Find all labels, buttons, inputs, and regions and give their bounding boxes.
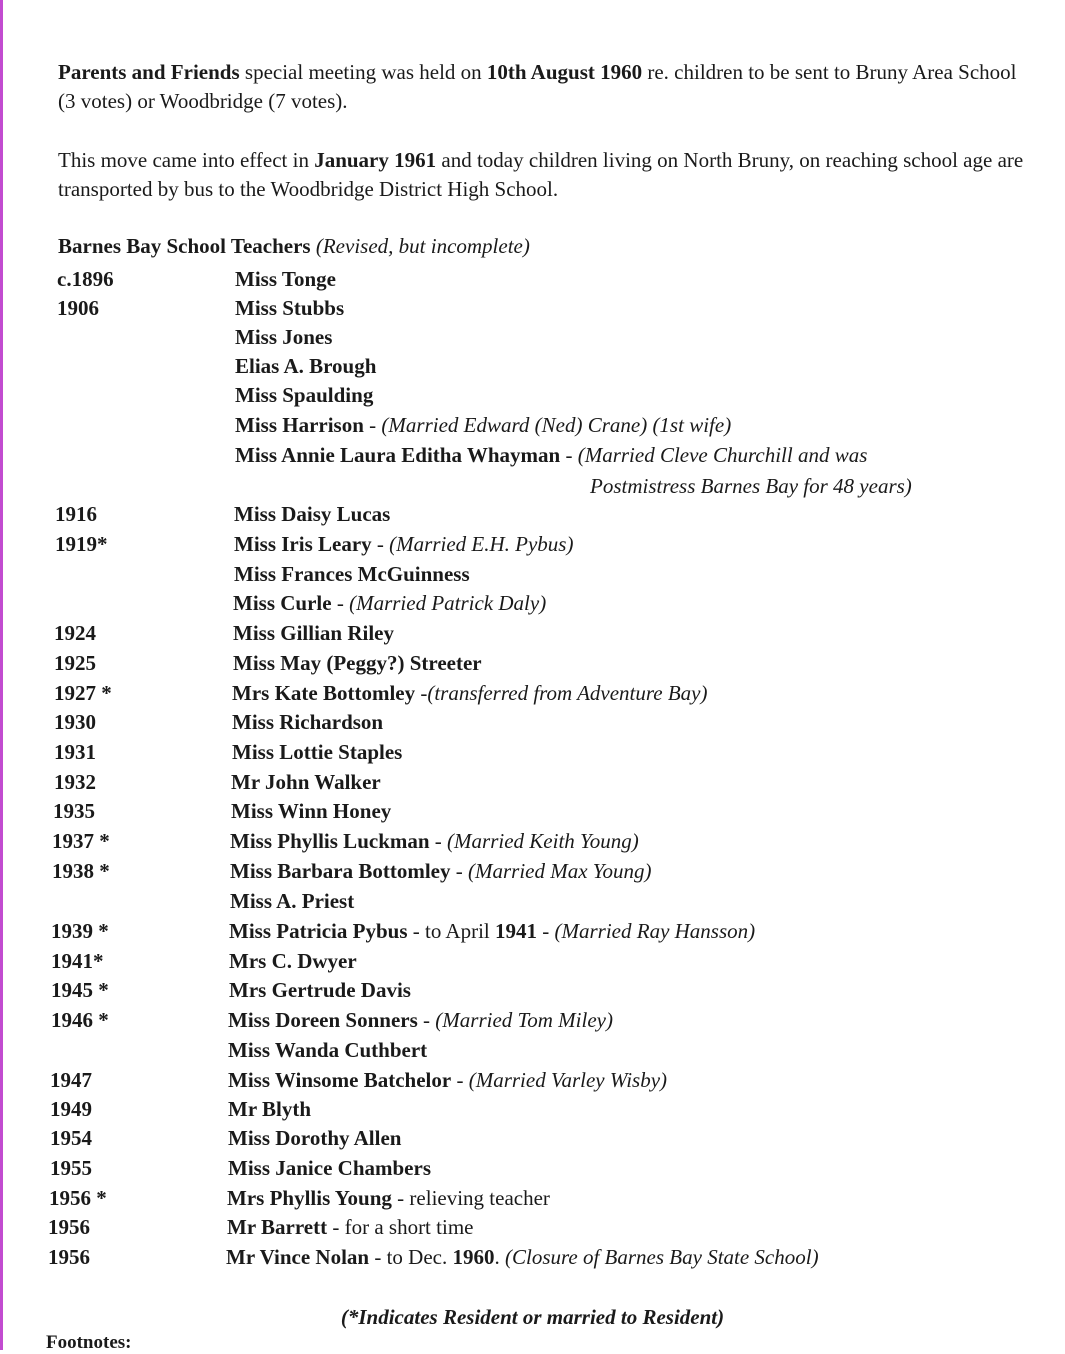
teacher-entry — [228, 1006, 613, 1035]
teacher-year: 1937 * — [52, 829, 110, 853]
teacher-entry — [235, 411, 731, 440]
teacher-name: Miss Janice Chambers — [228, 1156, 431, 1180]
teacher-year: 1956 — [48, 1245, 90, 1269]
teacher-entry — [234, 500, 390, 529]
intro-bold-parents: Parents and Friends — [58, 60, 240, 84]
teacher-entry — [228, 1036, 427, 1065]
teacher-separator: - — [371, 532, 390, 556]
teacher-name: Miss Dorothy Allen — [228, 1126, 402, 1150]
teacher-year: 1916 — [55, 502, 97, 526]
teacher-row — [0, 679, 1065, 708]
teacher-entry — [233, 649, 482, 678]
intro-text: This move came into effect in — [58, 148, 315, 172]
teacher-name: Miss Harrison — [235, 413, 364, 437]
teacher-entry — [235, 323, 332, 352]
teacher-entry — [228, 1124, 401, 1153]
teacher-name: Mr Blyth — [228, 1097, 312, 1121]
teacher-separator: - — [429, 829, 448, 853]
teacher-marriage-note: (Married Ray Hansson) — [554, 919, 756, 943]
teacher-name: Miss Curle — [233, 591, 332, 615]
teacher-separator: - — [331, 591, 350, 615]
teacher-row — [0, 1006, 1065, 1035]
teacher-row — [0, 827, 1065, 856]
teacher-row — [0, 1036, 1065, 1065]
teacher-name: Miss Tonge — [235, 267, 336, 291]
teacher-year: 1956 — [48, 1215, 90, 1239]
teacher-year: 1919* — [55, 532, 108, 556]
teacher-marriage-note: (Married Keith Young) — [447, 829, 639, 853]
teacher-name: Mrs Kate Bottomley — [232, 681, 416, 705]
teacher-name: Miss Spaulding — [235, 383, 374, 407]
teacher-row — [0, 768, 1065, 797]
teacher-year: 1947 — [50, 1068, 92, 1092]
teacher-year: 1935 — [53, 799, 95, 823]
teacher-marriage-note: (Closure of Barnes Bay State School) — [505, 1245, 819, 1269]
teacher-note-year: 1960 — [452, 1245, 495, 1269]
teacher-name: Miss Stubbs — [235, 296, 345, 320]
teacher-row — [0, 381, 1065, 410]
teacher-name: Miss Lottie Staples — [232, 740, 403, 764]
teacher-name: Miss Winn Honey — [231, 799, 392, 823]
teacher-name: Miss Wanda Cuthbert — [228, 1038, 428, 1062]
teacher-separator: - — [560, 443, 578, 467]
teacher-row — [0, 1095, 1065, 1124]
teacher-row — [0, 917, 1065, 946]
teacher-marriage-note: (Married Patrick Daly) — [349, 591, 547, 615]
teacher-name: Miss A. Priest — [230, 889, 355, 913]
teacher-marriage-note: (transferred from Adventure Bay) — [427, 681, 708, 705]
teacher-entry — [230, 857, 652, 886]
teacher-entry — [229, 976, 411, 1005]
teacher-name: Mrs C. Dwyer — [229, 949, 357, 973]
teacher-row — [0, 1184, 1065, 1213]
teacher-entry — [235, 294, 344, 323]
teacher-row — [0, 708, 1065, 737]
teacher-year: 1945 * — [51, 978, 109, 1002]
teacher-name: Miss Gillian Riley — [233, 621, 395, 645]
teachers-heading-title: Barnes Bay School Teachers — [58, 234, 311, 258]
teacher-name: Elias A. Brough — [235, 354, 377, 378]
teacher-note: - for a short time — [327, 1215, 474, 1239]
teacher-entry — [228, 1066, 667, 1095]
teacher-note-year: 1941 — [495, 919, 537, 943]
intro-bold-date: 10th August 1960 — [486, 60, 643, 84]
teacher-year: c.1896 — [57, 267, 114, 291]
teacher-marriage-note: (Married Cleve Churchill and was — [577, 443, 868, 467]
intro-text: and today children living on North Bruny, on reaching school age are transported by bus to the Woodbridge District High School. — [58, 148, 1024, 201]
resident-footnote: (*Indicates Resident or married to Resident) — [340, 1305, 725, 1329]
teacher-row — [0, 530, 1065, 559]
teacher-separator: - — [415, 681, 428, 705]
teacher-year: 1955 — [50, 1156, 92, 1180]
teacher-note: - relieving teacher — [391, 1186, 550, 1210]
teacher-row — [0, 352, 1065, 381]
teacher-year: 1924 — [54, 621, 96, 645]
teacher-name: Miss Phyllis Luckman — [230, 829, 430, 853]
teacher-name: Mr Vince Nolan — [226, 1245, 370, 1269]
teacher-row — [0, 500, 1065, 529]
teacher-marriage-note: (Married Tom Miley) — [435, 1008, 613, 1032]
teacher-name: Mr Barrett — [227, 1215, 328, 1239]
teacher-name: Miss Winsome Batchelor — [228, 1068, 452, 1092]
teacher-entry — [230, 827, 639, 856]
teacher-name: Miss Iris Leary — [234, 532, 372, 556]
teacher-name: Miss Richardson — [232, 710, 384, 734]
teacher-note: - to Dec. — [369, 1245, 453, 1269]
teacher-name: Miss Daisy Lucas — [234, 502, 391, 526]
teacher-entry — [235, 352, 376, 381]
teacher-row — [0, 1213, 1065, 1242]
teacher-entry — [234, 560, 470, 589]
teacher-row — [0, 294, 1065, 323]
teacher-name: Mrs Gertrude Davis — [229, 978, 411, 1002]
teacher-row — [0, 1124, 1065, 1153]
teacher-entry — [232, 679, 708, 708]
teacher-row — [0, 947, 1065, 976]
teacher-name: Miss Doreen Sonners — [228, 1008, 418, 1032]
teacher-name: Miss Frances McGuinness — [234, 562, 470, 586]
teacher-year: 1930 — [54, 710, 96, 734]
teacher-row — [0, 1243, 1065, 1272]
teacher-row — [0, 560, 1065, 589]
teachers-heading — [58, 234, 530, 259]
teacher-entry — [232, 708, 383, 737]
teacher-row — [0, 411, 1065, 440]
teacher-entry — [231, 797, 391, 826]
teacher-entry — [235, 381, 373, 410]
teacher-note: - to April — [407, 919, 495, 943]
teacher-row — [0, 797, 1065, 826]
teacher-year: 1931 — [54, 740, 96, 764]
teacher-name: Miss Patricia Pybus — [229, 919, 408, 943]
footnotes-label: Footnotes: — [46, 1332, 132, 1353]
teacher-separator: - — [537, 919, 555, 943]
teacher-row — [0, 589, 1065, 618]
teacher-entry — [229, 947, 357, 976]
teacher-row — [0, 265, 1065, 294]
teacher-entry — [226, 1243, 819, 1272]
whayman-note-continued: Postmistress Barnes Bay for 48 years) — [590, 474, 912, 498]
intro-text: special meeting was held on — [239, 60, 487, 84]
teacher-separator: - — [363, 413, 382, 437]
teacher-year: 1946 * — [51, 1008, 109, 1032]
teacher-year: 1956 * — [49, 1186, 107, 1210]
teacher-row — [0, 976, 1065, 1005]
teacher-name: Miss Annie Laura Editha Whayman — [235, 443, 561, 467]
teacher-entry — [235, 265, 336, 294]
teacher-name: Miss Barbara Bottomley — [230, 859, 451, 883]
teacher-entry — [232, 738, 402, 767]
teacher-year: 1949 — [50, 1097, 92, 1121]
teacher-separator: - — [417, 1008, 436, 1032]
teacher-year: 1954 — [50, 1126, 92, 1150]
teacher-row — [0, 857, 1065, 886]
teacher-marriage-note: (Married E.H. Pybus) — [389, 532, 574, 556]
intro-text: re. children to be sent to Bruny Area School (3 votes) or Woodbridge (7 votes). — [58, 60, 1017, 113]
intro-paragraph-move — [58, 146, 1038, 204]
teacher-year: 1939 * — [51, 919, 109, 943]
teacher-row — [0, 323, 1065, 352]
teacher-year: 1927 * — [54, 681, 112, 705]
teacher-row — [0, 649, 1065, 678]
teacher-separator: - — [450, 859, 468, 883]
teacher-entry — [227, 1184, 550, 1213]
teacher-name: Miss Jones — [235, 325, 333, 349]
intro-bold-date: January 1961 — [314, 148, 437, 172]
teacher-year: 1932 — [54, 770, 96, 794]
teacher-entry — [230, 887, 354, 916]
teacher-entry — [228, 1154, 431, 1183]
teacher-entry — [229, 917, 755, 946]
teacher-entry — [234, 530, 573, 559]
teacher-row — [0, 1154, 1065, 1183]
teacher-entry — [227, 1213, 473, 1242]
teacher-entry — [228, 1095, 311, 1124]
teacher-row — [0, 738, 1065, 767]
teacher-marriage-note: (Married Max Young) — [467, 859, 652, 883]
teacher-year: 1941* — [51, 949, 104, 973]
teacher-separator: - — [451, 1068, 469, 1092]
teacher-name: Miss May (Peggy?) Streeter — [233, 651, 482, 675]
teacher-name: Mrs Phyllis Young — [227, 1186, 392, 1210]
teacher-entry — [231, 768, 381, 797]
teacher-entry — [233, 619, 394, 648]
teacher-marriage-note: (Married Varley Wisby) — [468, 1068, 668, 1092]
teacher-name: Mr John Walker — [231, 770, 381, 794]
teacher-year: 1925 — [54, 651, 96, 675]
teachers-heading-subtitle: (Revised, but incomplete) — [315, 234, 530, 258]
teacher-year: 1938 * — [52, 859, 110, 883]
teacher-separator: . — [494, 1245, 505, 1269]
teacher-year: 1906 — [57, 296, 99, 320]
teacher-row — [0, 1066, 1065, 1095]
teacher-row — [0, 619, 1065, 648]
teacher-row — [0, 887, 1065, 916]
teacher-marriage-note: (Married Edward (Ned) Crane) (1st wife) — [381, 413, 732, 437]
teacher-entry — [233, 589, 546, 618]
teacher-entry — [235, 441, 867, 470]
intro-paragraph-meeting — [58, 58, 1038, 116]
teacher-row — [0, 441, 1065, 470]
